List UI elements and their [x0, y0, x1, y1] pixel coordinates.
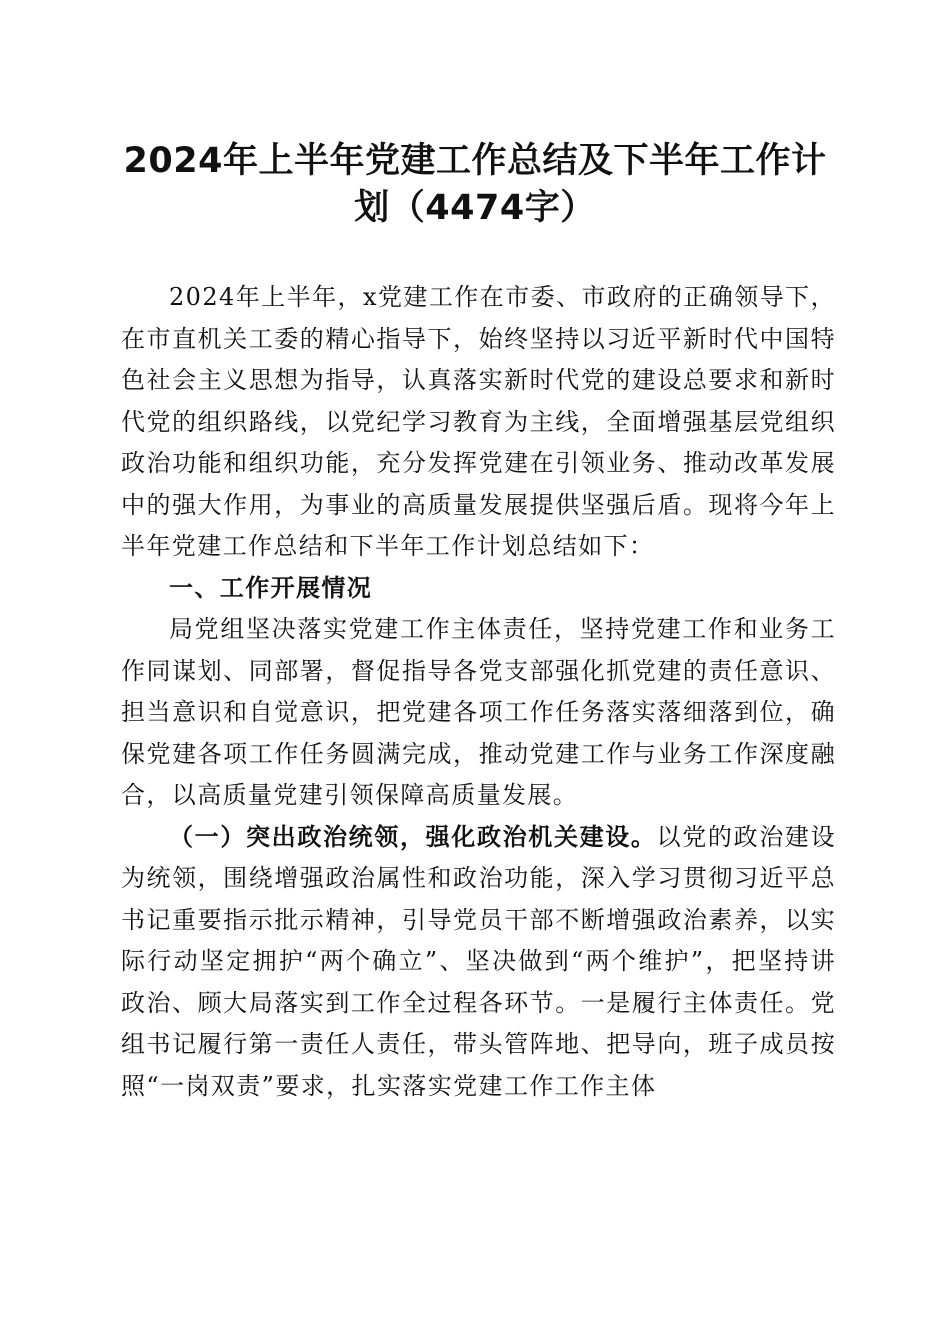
document-title — [118, 138, 832, 232]
subsection-1-paragraph — [121, 817, 836, 1108]
subsection-1-heading: （一）突出政治统领，强化政治机关建设。 — [169, 822, 657, 851]
document-body — [121, 277, 836, 1107]
subsection-1-text: 以党的政治建设为统领，围绕增强政治属性和政治功能，深入学习贯彻习近平总书记重要指示批示精神，引导党员干部不断增强政治素养，以实际行动坚定拥护“两个确立”、坚决做到“两个维护”，把坚持讲政治、顾大局落实到工作全过程各环节。一是履行主体责任。党组书记履行第一责任人责任，带头管阵地、把导向，班子成员按照“一岗双责”要求，扎实落实党建工作工作主体 — [121, 822, 836, 1100]
section-1-paragraph: 局党组坚决落实党建工作主体责任，坚持党建工作和业务工作同谋划、同部署，督促指导各党支部强化抓党建的责任意识、担当意识和自觉意识，把党建各项工作任务落实落细落到位，确保党建各项工作任务圆满完成，推动党建工作与业务工作深度融合，以高质量党建引领保障高质量发展。 — [121, 615, 836, 809]
title-line-1: 2024年上半年党建工作总结及下半年工作计 — [123, 141, 827, 181]
title-line-2: 划（4474字） — [354, 188, 596, 228]
section-heading-1: 一、工作开展情况 — [169, 573, 373, 602]
intro-paragraph: 2024年上半年，x党建工作在市委、市政府的正确领导下，在市直机关工委的精心指导下，始终坚持以习近平新时代中国特色社会主义思想为指导，认真落实新时代党的建设总要求和新时代党的组织路线，以党纪学习教育为主线，全面增强基层党组织政治功能和组织功能，充分发挥党建在引领业务、推动改革发展中的强大作用，为事业的高质量发展提供坚强后盾。现将今年上半年党建工作总结和下半年工作计划总结如下： — [121, 283, 836, 560]
